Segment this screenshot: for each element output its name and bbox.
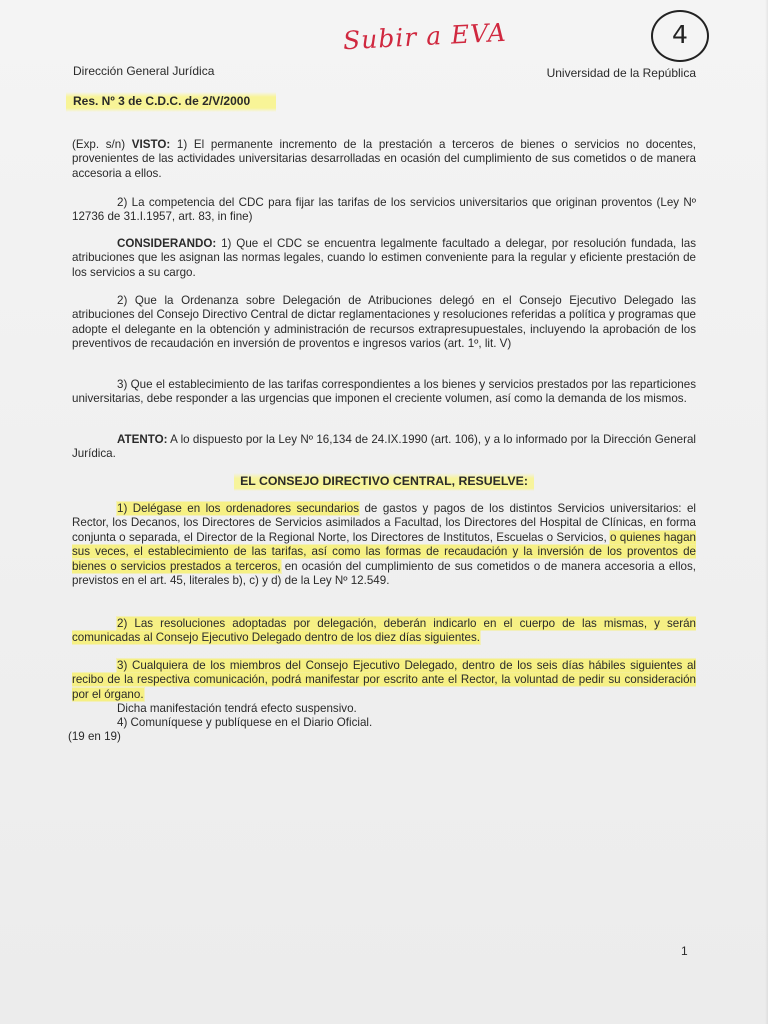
article-1 — [72, 502, 696, 588]
article-2 — [72, 617, 696, 646]
article-1-text-1: de gastos y pagos de los distintos Servicios universitarios: el Rector, los Decanos, los Directores de Servicios asimilados a Facultad, los Directores del Hospital de Clínicas, en forma conjunta o separada, el Director de la Regional Norte, los Directores de Institutos, Escuelas o Servicios, — [72, 502, 696, 544]
article-3-note: Dicha manifestación tendrá efecto suspensivo. — [117, 702, 357, 715]
header-right: Universidad de la República — [546, 66, 696, 80]
vote-count: (19 en 19) — [68, 730, 121, 743]
article-1-highlight-2: o quienes hagan sus veces, el establecimiento de las tarifas, así como las formas de recaudación y la inversión de los proventos de bienes o servicios prestados a terceros, — [72, 530, 696, 573]
atento-label: ATENTO: — [117, 433, 168, 446]
considerando-item-3: 3) Que el establecimiento de las tarifas correspondientes a los bienes y servicios prestados por las reparticiones universitarias, debe responder a las urgencias que imponen el creciente volumen, así como la demanda de los mismos. — [72, 378, 696, 406]
considerando-item-2: 2) Que la Ordenanza sobre Delegación de Atribuciones delegó en el Consejo Ejecutivo Delegado las atribuciones del Consejo Directivo Central de dictar reglamentaciones y resoluciones referidas a política y programas que adopte el delegante en la obtención y administración de recursos extrapresupuestales, incluyendo la aprobación de los preventivos de recaudación en inversión de proventos e ingresos varios (art. 1º, lit. V) — [72, 294, 696, 351]
circled-number: 4 — [672, 20, 688, 49]
article-3-highlight: 3) Cualquiera de los miembros del Consejo Ejecutivo Delegado, dentro de los seis días hábiles siguientes al recibo de la respectiva comunicación, podrá manifestar por escrito ante el Rector, la voluntad de pedir su consideración por el órgano. — [72, 659, 696, 701]
visto-item-2: 2) La competencia del CDC para fijar las tarifas de los servicios universitarios que originan proventos (Ley Nº 12736 de 31.I.1957, art. 83, in fine) — [72, 196, 696, 224]
article-3 — [72, 659, 696, 702]
visto-lead: (Exp. s/n) — [72, 138, 132, 151]
visto-text: 1) El permanente incremento de la prestación a terceros de bienes o servicios no docentes, provenientes de las actividades universitarias desarrolladas en ocasión del cumplimiento de sus cometidos o de manera accesoria a ellos. — [72, 138, 696, 180]
atento-paragraph — [72, 433, 696, 462]
page-number: 1 — [681, 944, 688, 958]
handwritten-note: Subir a EVA — [342, 17, 508, 56]
visto-label: VISTO: — [131, 138, 171, 151]
considerando-item-1 — [72, 237, 696, 280]
atento-text: A lo dispuesto por la Ley Nº 16,134 de 24.IX.1990 (art. 106), y a lo informado por la Dirección General Jurídica. — [72, 433, 696, 461]
article-4: 4) Comuníquese y publíquese en el Diario Oficial. — [117, 716, 373, 729]
header-left: Dirección General Jurídica — [73, 64, 215, 78]
article-1-text-2: en ocasión del cumplimiento de sus cometidos o de manera accesoria a ellos, previstos en el art. 45, literales b), c) y d) de la Ley Nº 12.549. — [72, 559, 696, 588]
considerando-label: CONSIDERANDO: — [117, 237, 217, 250]
article-2-highlight: 2) Las resoluciones adoptadas por delegación, deberán indicarlo en el cuerpo de las mismas, y serán comunicadas al Consejo Ejecutivo Delegado dentro de los diez días siguientes. — [72, 617, 696, 645]
article-1-highlight-1: 1) Delégase en los ordenadores secundarios — [117, 502, 359, 515]
resuelve-heading-text: EL CONSEJO DIRECTIVO CENTRAL, RESUELVE: — [234, 473, 534, 491]
resuelve-heading — [0, 474, 768, 488]
considerando-text-1: 1) Que el CDC se encuentra legalmente facultado a delegar, por resolución fundada, las atribuciones que les asignan las normas legales, cuando lo estimen conveniente para la regular y eficiente prestación de los servicios a su cargo. — [72, 237, 696, 279]
resolution-reference: Res. Nº 3 de C.D.C. de 2/V/2000 — [66, 92, 276, 112]
circled-page-number — [651, 10, 709, 62]
visto-paragraph — [72, 138, 696, 181]
